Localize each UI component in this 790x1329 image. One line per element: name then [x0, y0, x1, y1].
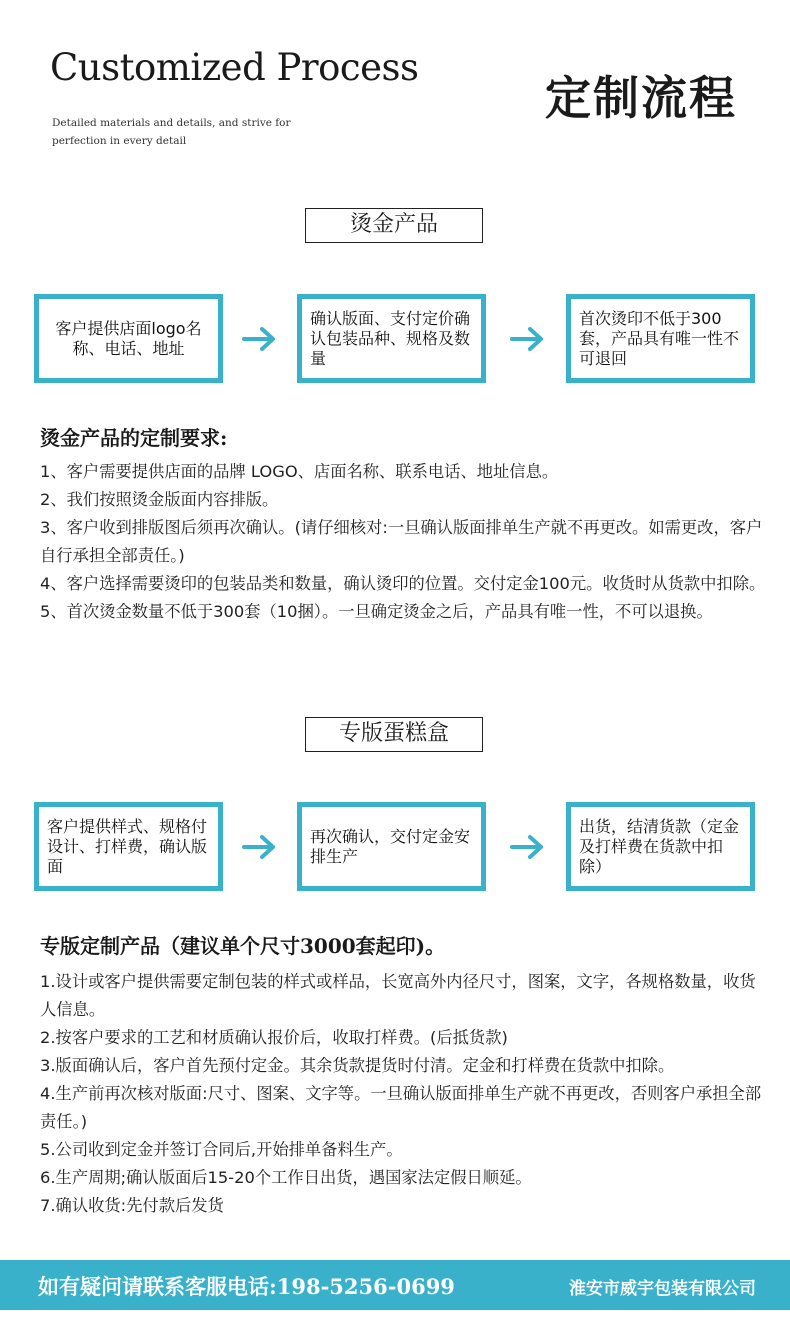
list-item: 5、首次烫金数量不低于300套（10捆）。一旦确定烫金之后，产品具有唯一性，不可以退换。 — [40, 602, 713, 621]
flow-step-3: 出货，结清货款（定金及打样费在货款中扣除） — [566, 802, 755, 891]
arrow-right-icon — [242, 324, 280, 354]
flow-step-1: 客户提供店面logo名称、电话、地址 — [34, 294, 223, 383]
list-item: 6.生产周期;确认版面后15-20个工作日出货，遇国家法定假日顺延。 — [40, 1168, 532, 1187]
arrow-right-icon — [242, 832, 280, 862]
footer-bar — [0, 1260, 790, 1310]
foil-requirements-list — [40, 458, 770, 626]
page-title-english: Customized Process — [50, 46, 419, 89]
company-name: 淮安市威宇包装有限公司 — [569, 1279, 756, 1299]
flow-step-1: 客户提供样式、规格付设计、打样费，确认版面 — [34, 802, 223, 891]
flow-step-2: 再次确认，交付定金安排生产 — [297, 802, 486, 891]
section-heading-custom-products: 专版定制产品（建议单个尺寸3000套起印)。 — [40, 934, 446, 958]
list-item: 7.确认收货:先付款后发货 — [40, 1196, 224, 1215]
list-item: 3、客户收到排版图后须再次确认。(请仔细核对:一旦确认版面排单生产就不再更改。如需更改，客户自行承担全部责任。) — [40, 518, 763, 565]
list-item: 4、客户选择需要烫印的包装品类和数量，确认烫印的位置。交付定金100元。收货时从货款中扣除。 — [40, 574, 766, 593]
list-item: 5.公司收到定金并签订合同后,开始排单备料生产。 — [40, 1140, 403, 1159]
section-label-foil-products: 烫金产品 — [305, 208, 483, 243]
section-heading-foil-requirements: 烫金产品的定制要求: — [40, 426, 228, 450]
arrow-right-icon — [510, 832, 548, 862]
page-subtitle: Detailed materials and details, and strive for perfection in every detail — [52, 117, 291, 147]
list-item: 1.设计或客户提供需要定制包装的样式或样品，长宽高外内径尺寸，图案，文字，各规格数量，收货人信息。 — [40, 972, 756, 1019]
custom-requirements-list — [40, 968, 770, 1220]
page-title-chinese: 定制流程 — [545, 71, 737, 125]
section-label-custom-cake-box: 专版蛋糕盒 — [305, 717, 483, 752]
contact-phone-text: 如有疑问请联系客服电话:198-5256-0699 — [38, 1274, 455, 1299]
list-item: 4.生产前再次核对版面:尺寸、图案、文字等。一旦确认版面排单生产就不再更改，否则客户承担全部责任。) — [40, 1084, 762, 1131]
flow-step-2: 确认版面、支付定价确认包装品种、规格及数量 — [297, 294, 486, 383]
list-item: 2、我们按照烫金版面内容排版。 — [40, 490, 279, 509]
list-item: 1、客户需要提供店面的品牌 LOGO、店面名称、联系电话、地址信息。 — [40, 462, 559, 481]
flow-step-3: 首次烫印不低于300套，产品具有唯一性不可退回 — [566, 294, 755, 383]
list-item: 3.版面确认后，客户首先预付定金。其余货款提货时付清。定金和打样费在货款中扣除。 — [40, 1056, 675, 1075]
list-item: 2.按客户要求的工艺和材质确认报价后，收取打样费。(后抵货款) — [40, 1028, 508, 1047]
arrow-right-icon — [510, 324, 548, 354]
